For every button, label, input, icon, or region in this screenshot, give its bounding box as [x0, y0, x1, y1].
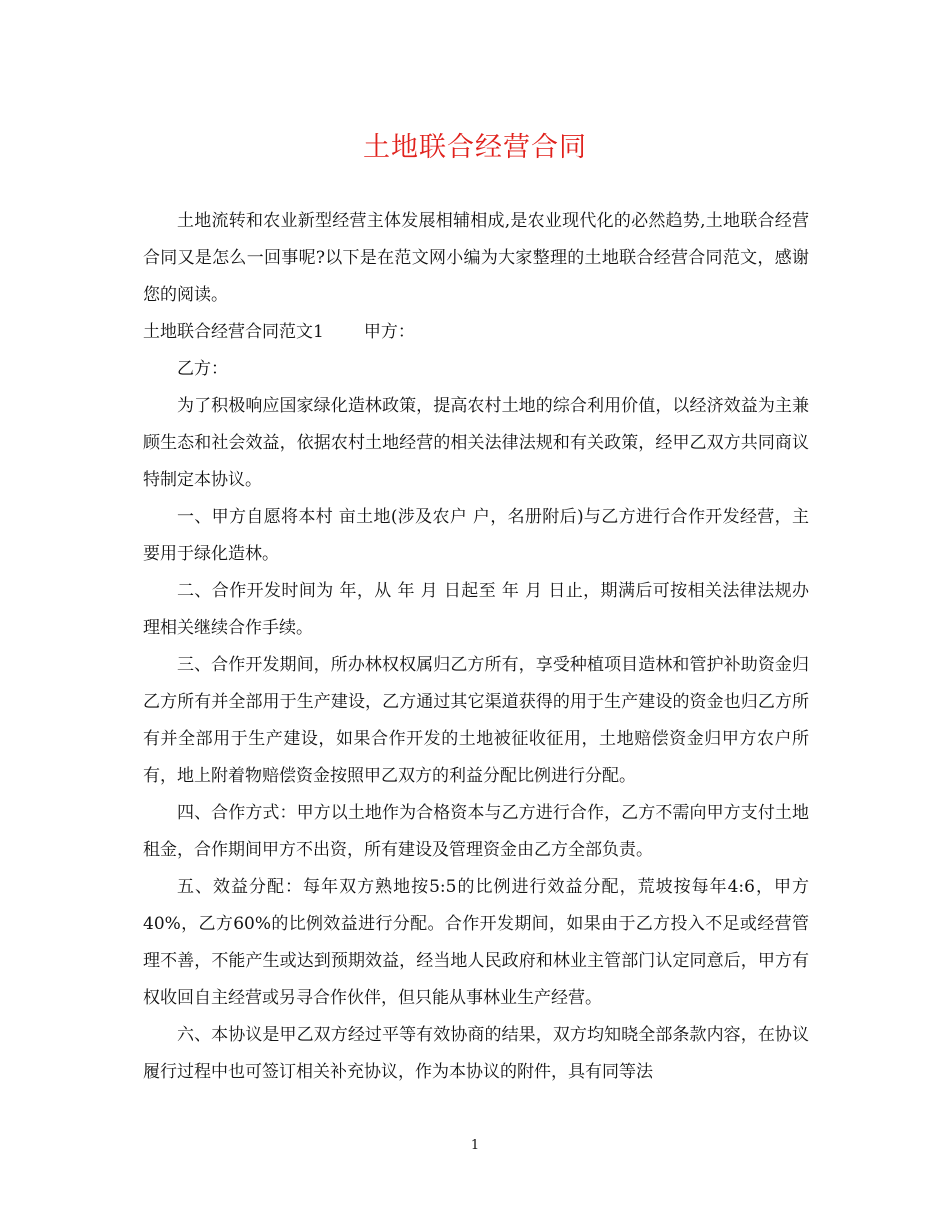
clause-paragraph-preamble: 为了积极响应国家绿化造林政策，提高农村土地的综合利用价值，以经济效益为主兼顾生态和社会效益，依据农村土地经营的相关法律法规和有关政策，经甲乙双方共同商议特制定本协议。 [143, 396, 809, 490]
document-title: 土地联合经营合同 [363, 132, 587, 163]
clause-paragraph-6: 六、本协议是甲乙双方经过平等有效协商的结果，双方均知晓全部条款内容，在协议履行过程中也可签订相关补充协议，作为本协议的附件，具有同等法 [143, 1025, 809, 1082]
intro-paragraph: 土地流转和农业新型经营主体发展相辅相成,是农业现代化的必然趋势,土地联合经营合同又是怎么一回事呢?以下是在范文网小编为大家整理的土地联合经营合同范文，感谢您的阅读。 [143, 211, 809, 305]
clause-paragraph-1: 一、甲方自愿将本村 亩土地(涉及农户 户，名册附后)与乙方进行合作开发经营，主要用于绿化造林。 [143, 507, 809, 564]
party-b-label: 乙方： [177, 359, 228, 379]
sample-heading-line [143, 314, 809, 351]
document-body [143, 203, 809, 1091]
clause-paragraph-5: 五、效益分配：每年双方熟地按5:5的比例进行效益分配，荒坡按每年4:6，甲方40%，乙方60%的比例效益进行分配。合作开发期间，如果由于乙方投入不足或经营管理不善，不能产生或达到预期效益，经当地人民政府和林业主管部门认定同意后，甲方有权收回自主经营或另寻合作伙伴，但只能从事林业生产经营。 [143, 877, 809, 1008]
party-a-label: 甲方： [363, 322, 415, 342]
clause-paragraph-3: 三、合作开发期间，所办林权权属归乙方所有，享受种植项目造林和管护补助资金归乙方所有并全部用于生产建设，乙方通过其它渠道获得的用于生产建设的资金也归乙方所有并全部用于生产建设，如果合作开发的土地被征收征用，土地赔偿资金归甲方农户所有，地上附着物赔偿资金按照甲乙双方的利益分配比例进行分配。 [143, 655, 809, 786]
clause-paragraph-4: 四、合作方式：甲方以土地作为合格资本与乙方进行合作，乙方不需向甲方支付土地租金，合作期间甲方不出资，所有建设及管理资金由乙方全部负责。 [143, 803, 809, 860]
page-number: 1 [470, 1138, 480, 1153]
clause-paragraph-2: 二、合作开发时间为 年，从 年 月 日起至 年 月 日止，期满后可按相关法律法规办理相关继续合作手续。 [143, 581, 809, 638]
sample-heading: 土地联合经营合同范文1 [143, 322, 324, 342]
